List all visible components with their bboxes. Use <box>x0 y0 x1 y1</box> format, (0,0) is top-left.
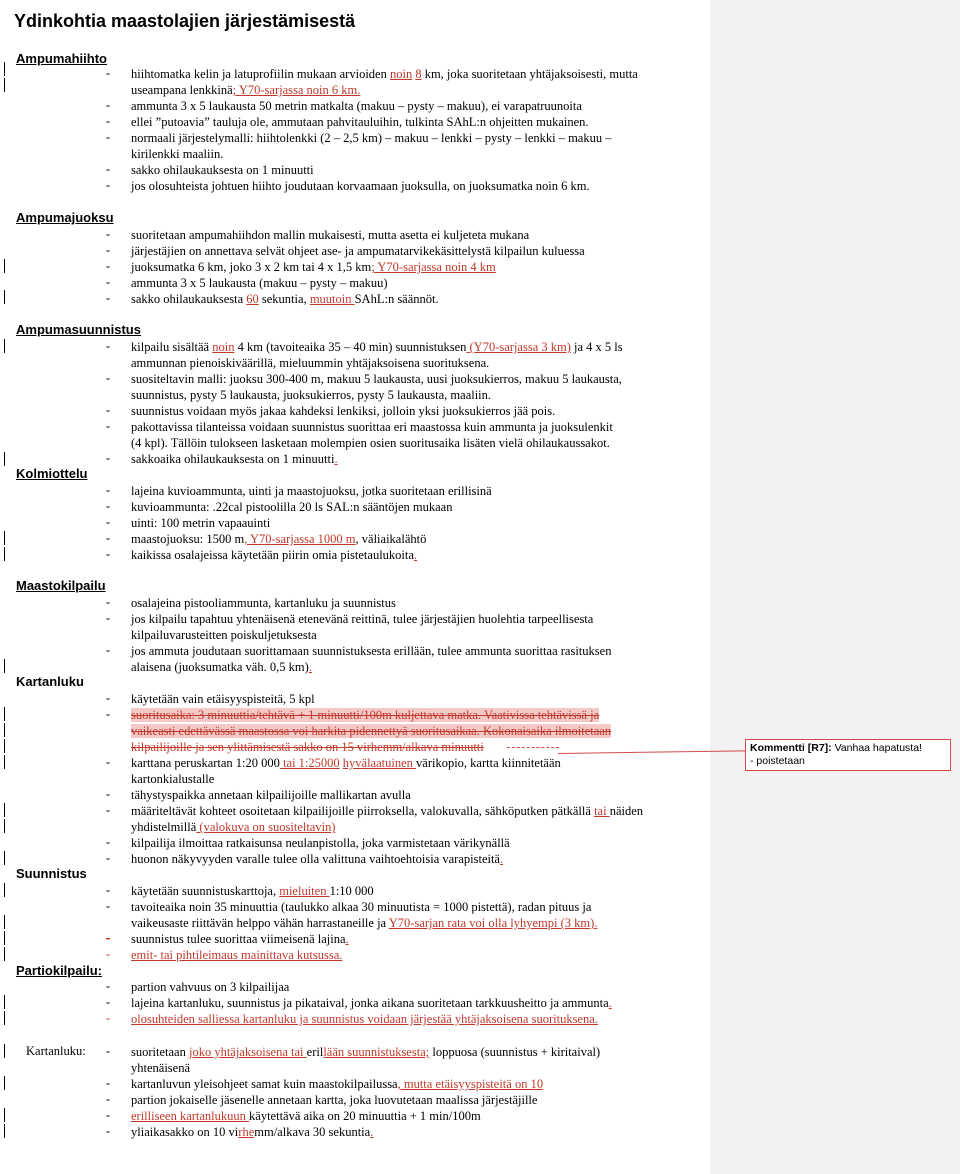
list-item-inserted: emit- tai pihtileimaus mainittava kutsussa. <box>131 948 343 962</box>
list-item-continuation: ammunnan pienoiskiväärillä, mieluummin yhtäjaksoisena suorituksena. <box>131 356 490 370</box>
section-heading-maastokilpailu: Maastokilpailu <box>16 578 106 593</box>
list-dash: - <box>106 243 111 257</box>
list-item-inserted: olosuhteiden salliessa kartanluku ja suunnistus voidaan järjestää yhtäjaksoisena suorituksena. <box>131 1012 598 1026</box>
change-bar <box>4 452 5 466</box>
list-item: jos ammuta joudutaan suorittamaan suunnistuksesta erillään, tulee ammunta suorittaa rasituksen <box>131 644 612 658</box>
comment-text-line2: - poistetaan <box>750 755 805 767</box>
list-item-deleted: kilpailijoille ja sen ylittämisestä sakko on 15 virhemm/alkava minuutti <box>131 740 484 754</box>
change-bar <box>4 947 5 961</box>
list-dash: - <box>106 98 111 112</box>
change-bar <box>4 931 5 945</box>
list-dash: - <box>106 419 111 433</box>
change-bar <box>4 707 5 721</box>
list-item: jos kilpailu tapahtuu yhtenäisenä etenevänä reittinä, tulee järjestäjien huolehtia tarpeellisesta <box>131 612 594 626</box>
list-item: juoksumatka 6 km, joko 3 x 2 km tai 4 x 1,5 km; Y70-sarjassa noin 4 km <box>131 260 496 274</box>
change-bar <box>4 1124 5 1138</box>
section-heading-kartanluku-partio: Kartanluku: <box>26 1044 86 1058</box>
list-dash: - <box>106 499 111 513</box>
change-bar <box>4 1108 5 1122</box>
comment-label: Kommentti [R7]: <box>750 742 832 754</box>
section-heading-ampumajuoksu: Ampumajuoksu <box>16 210 114 225</box>
list-item-continuation: kirilenkki maaliin. <box>131 147 224 161</box>
list-dash: - <box>106 931 111 945</box>
list-item: kartanluvun yleisohjeet samat kuin maastokilpailussa, mutta etäisyyspisteitä on 10 <box>131 1077 544 1091</box>
list-dash: - <box>106 130 111 144</box>
change-bar <box>4 547 5 561</box>
change-bar <box>4 531 5 545</box>
list-dash: - <box>106 114 111 128</box>
list-item: tähystyspaikka annetaan kilpailijoille mallikartan avulla <box>131 788 411 802</box>
list-dash: - <box>106 371 111 385</box>
list-dash: - <box>106 1011 111 1025</box>
list-item: käytetään vain etäisyyspisteitä, 5 kpl <box>131 692 315 706</box>
change-bar <box>4 1044 5 1058</box>
list-dash: - <box>106 403 111 417</box>
list-item: hiihtomatka kelin ja latuprofiilin mukaan arvioiden noin 8 km, joka suoritetaan yhtäjaksoisesti, mutta <box>131 67 638 81</box>
list-dash: - <box>106 803 111 817</box>
section-heading-suunnistus: Suunnistus <box>16 866 87 881</box>
list-item: kilpailu sisältää noin 4 km (tavoiteaika 35 – 40 min) suunnistuksen (Y70-sarjassa 3 km) ja 4 x 5 ls <box>131 340 623 354</box>
list-dash: - <box>106 755 111 769</box>
section-heading-kolmiottelu: Kolmiottelu <box>16 466 88 481</box>
comment-balloon[interactable] <box>745 739 951 771</box>
change-bar <box>4 723 5 737</box>
list-dash: - <box>106 483 111 497</box>
list-item: yliaikasakko on 10 virhemm/alkava 30 sekuntia. <box>131 1125 374 1139</box>
list-item-continuation: suunnistus, pysty 5 laukausta, juoksukierros, pysty 5 laukausta, maaliin. <box>131 388 492 402</box>
list-item: järjestäjien on annettava selvät ohjeet ase- ja ampumatarvikekäsittelystä kilpailun kuluessa <box>131 244 585 258</box>
list-dash: - <box>106 707 111 721</box>
list-dash: - <box>106 835 111 849</box>
list-dash: - <box>106 291 111 305</box>
list-item: uinti: 100 metrin vapaauinti <box>131 516 271 530</box>
list-dash: - <box>106 178 111 192</box>
list-item-deleted: vaikeasti edettävässä maastossa voi harkita pidennettyä suoritusaikaa. Kokonaisaika ilmoitetaan <box>131 724 612 738</box>
section-heading-ampumasuunnistus: Ampumasuunnistus <box>16 322 141 337</box>
section-heading-kartanluku: Kartanluku <box>16 674 84 689</box>
change-bar <box>4 78 5 92</box>
list-item-continuation: kilpailuvarusteitten poiskuljetuksesta <box>131 628 317 642</box>
list-item: karttana peruskartan 1:20 000 tai 1:25000 hyvälaatuinen värikopio, kartta kiinnitetään <box>131 756 561 770</box>
change-bar <box>4 739 5 753</box>
list-dash: - <box>106 1124 111 1138</box>
list-dash: - <box>106 1076 111 1090</box>
list-item: kaikissa osalajeissa käytetään piirin omia pistetaulukoita. <box>131 548 418 562</box>
list-item-continuation: alaisena (juoksumatka väh. 0,5 km). <box>131 660 312 674</box>
change-bar <box>4 339 5 353</box>
change-bar <box>4 915 5 929</box>
list-dash: - <box>106 66 111 80</box>
list-item: määriteltävät kohteet osoitetaan kilpailijoille piirroksella, valokuvalla, sähköputken pätkällä tai näiden <box>131 804 644 818</box>
list-item-continuation: yhdistelmillä (valokuva on suositeltavin) <box>131 820 336 834</box>
change-bar <box>4 62 5 76</box>
list-item: ammunta 3 x 5 laukausta (makuu – pysty – makuu) <box>131 276 388 290</box>
list-item: jos olosuhteista johtuen hiihto joudutaan korvaamaan juoksulla, on juoksumatka noin 6 km. <box>131 179 590 193</box>
list-item: suunnistus tulee suorittaa viimeisenä lajina. <box>131 932 349 946</box>
list-dash: - <box>106 787 111 801</box>
list-item-continuation: useampana lenkkinä; Y70-sarjassa noin 6 km. <box>131 83 361 97</box>
list-dash: - <box>106 947 111 961</box>
list-item: kuvioammunta: .22cal pistoolilla 20 ls SAL:n sääntöjen mukaan <box>131 500 453 514</box>
page-title: Ydinkohtia maastolajien järjestämisestä <box>14 11 356 31</box>
list-item: erilliseen kartanlukuun käytettävä aika on 20 minuuttia + 1 min/100m <box>131 1109 481 1123</box>
list-dash: - <box>106 547 111 561</box>
comment-margin-pane <box>710 0 960 1174</box>
list-item-continuation: vaikeusaste riittävän helppo vähän harrastaneille ja Y70-sarjan rata voi olla lyhyempi (3 km). <box>131 916 598 930</box>
list-dash: - <box>106 1108 111 1122</box>
change-bar <box>4 1011 5 1025</box>
change-bar <box>4 819 5 833</box>
list-item-deleted: suoritusaika: 3 minuuttia/tehtävä + 1 minuutti/100m kuljettava matka. Vaativissa tehtävissä ja <box>131 708 600 722</box>
list-item: normaali järjestelymalli: hiihtolenkki (2 – 2,5 km) – makuu – lenkki – pysty – lenkki – makuu – <box>131 131 612 145</box>
list-dash: - <box>106 162 111 176</box>
list-dash: - <box>106 691 111 705</box>
list-dash: - <box>106 899 111 913</box>
list-dash: - <box>106 227 111 241</box>
list-item-continuation: yhtenäisenä <box>131 1061 191 1075</box>
change-bar <box>4 259 5 273</box>
list-dash: - <box>106 851 111 865</box>
list-item: huonon näkyvyyden varalle tulee olla valittuna vaihtoehtoisia varapisteitä. <box>131 852 504 866</box>
list-item: suoritetaan joko yhtäjaksoisena tai erillään suunnistuksesta; loppuosa (suunnistus + kiritaival) <box>131 1045 601 1059</box>
list-item-continuation: kartonkialustalle <box>131 772 215 786</box>
list-item: ellei ”putoavia” tauluja ole, ammutaan pahvitauluihin, tulkinta SAhL:n ohjeitten mukainen. <box>131 115 589 129</box>
list-dash: - <box>106 995 111 1009</box>
list-item: kilpailija ilmoittaa ratkaisunsa neulanpistolla, joka varmistetaan värikynällä <box>131 836 510 850</box>
list-item: maastojuoksu: 1500 m, Y70-sarjassa 1000 m, väliaikalähtö <box>131 532 427 546</box>
change-bar <box>4 290 5 304</box>
list-item: lajeina kartanluku, suunnistus ja pikataival, jonka aikana suoritetaan tarkkuusheitto ja ammunta. <box>131 996 612 1010</box>
list-dash: - <box>106 275 111 289</box>
list-dash: - <box>106 979 111 993</box>
list-item: sakkoaika ohilaukauksesta on 1 minuutti. <box>131 452 338 466</box>
list-item: pakottavissa tilanteissa voidaan suunnistus suorittaa eri maastossa kuin ammunta ja juoksulenkit <box>131 420 613 434</box>
list-item: ammunta 3 x 5 laukausta 50 metrin matkalta (makuu – pysty – makuu), ei varapatruunoita <box>131 99 582 113</box>
change-bar <box>4 851 5 865</box>
change-bar <box>4 659 5 673</box>
list-item: partion jokaiselle jäsenelle annetaan kartta, joka luovutetaan maalissa järjestäjille <box>131 1093 538 1107</box>
list-dash: - <box>106 339 111 353</box>
section-heading-partiokilpailu: Partiokilpailu: <box>16 963 102 978</box>
list-dash: - <box>106 515 111 529</box>
change-bar <box>4 995 5 1009</box>
list-item: tavoiteaika noin 35 minuuttia (taulukko alkaa 30 minuutista = 1000 pistettä), radan pituus ja <box>131 900 592 914</box>
section-heading-ampumahiihto: Ampumahiihto <box>16 51 107 66</box>
comment-anchor-line <box>507 747 559 749</box>
change-bar <box>4 755 5 769</box>
list-item-continuation: (4 kpl). Tällöin tulokseen lasketaan molempien osien suoritusaika lisäten vielä ohilaukaussakot. <box>131 436 610 450</box>
change-bar <box>4 1076 5 1090</box>
list-item: sakko ohilaukauksesta on 1 minuutti <box>131 163 314 177</box>
list-dash: - <box>106 531 111 545</box>
change-bar <box>4 803 5 817</box>
list-dash: - <box>106 1044 111 1058</box>
list-item: suoritetaan ampumahiihdon mallin mukaisesti, mutta asetta ei kuljeteta mukana <box>131 228 530 242</box>
list-item: suunnistus voidaan myös jakaa kahdeksi lenkiksi, jolloin yksi juoksukierros jää pois. <box>131 404 556 418</box>
list-dash: - <box>106 883 111 897</box>
list-item: partion vahvuus on 3 kilpailijaa <box>131 980 290 994</box>
list-dash: - <box>106 611 111 625</box>
comment-text: Vanhaa hapatusta! <box>834 742 922 754</box>
list-dash: - <box>106 595 111 609</box>
list-item: suositeltavin malli: juoksu 300-400 m, makuu 5 laukausta, uusi juoksukierros, makuu 5 laukausta, <box>131 372 622 386</box>
list-item: käytetään suunnistuskarttoja, mieluiten 1:10 000 <box>131 884 374 898</box>
list-dash: - <box>106 643 111 657</box>
list-dash: - <box>106 451 111 465</box>
list-dash: - <box>106 259 111 273</box>
list-item: osalajeina pistooliammunta, kartanluku ja suunnistus <box>131 596 396 610</box>
list-dash: - <box>106 1092 111 1106</box>
list-item: sakko ohilaukauksesta 60 sekuntia, muutoin SAhL:n säännöt. <box>131 292 439 306</box>
change-bar <box>4 883 5 897</box>
list-item: lajeina kuvioammunta, uinti ja maastojuoksu, jotka suoritetaan erillisinä <box>131 484 492 498</box>
